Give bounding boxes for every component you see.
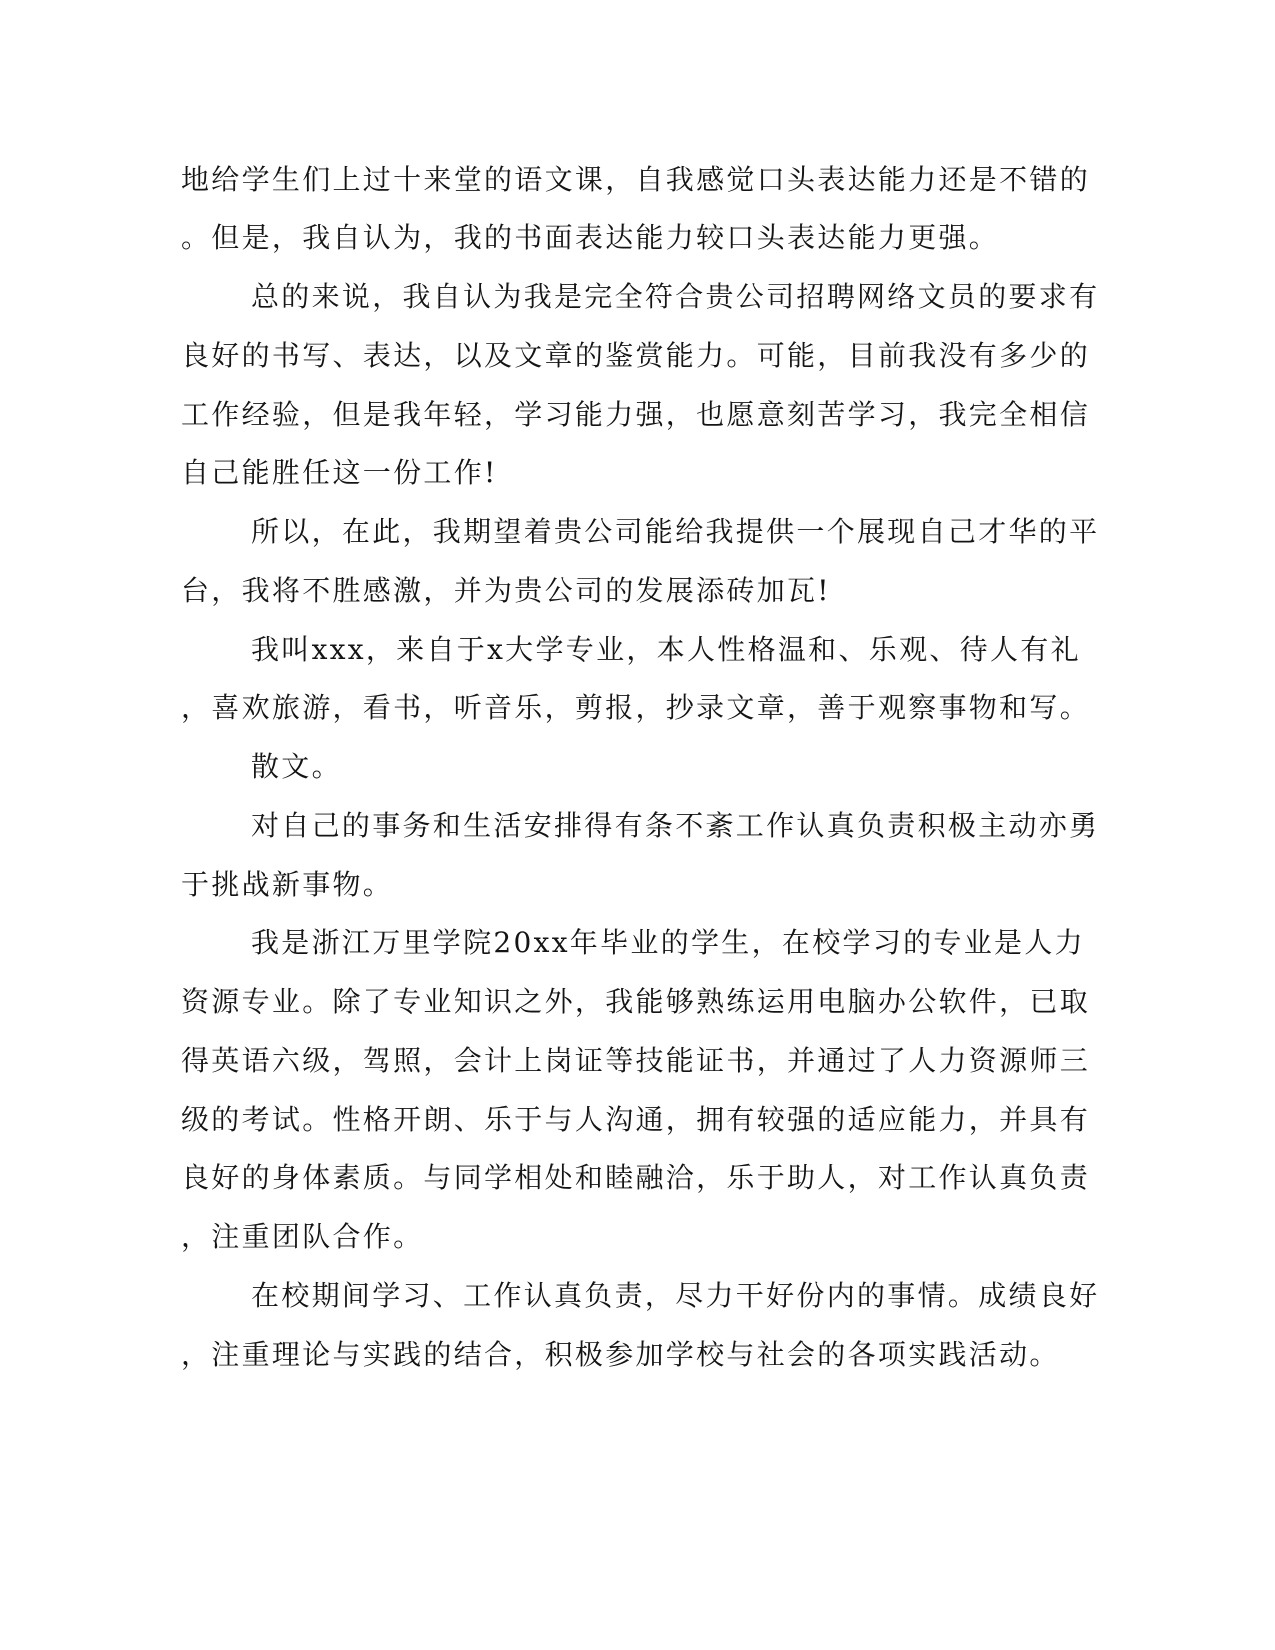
text-line: 台，我将不胜感激，并为贵公司的发展添砖加瓦! [181, 574, 831, 607]
paragraph-start-line: 在校期间学习、工作认真负责，尽力干好份内的事情。成绩良好 [251, 1279, 1100, 1312]
text-line: 。但是，我自认为，我的书面表达能力较口头表达能力更强。 [181, 221, 1000, 254]
text-line: 良好的身体素质。与同学相处和睦融洽，乐于助人，对工作认真负责 [181, 1161, 1091, 1194]
text-line: 资源专业。除了专业知识之外，我能够熟练运用电脑办公软件，已取 [181, 985, 1091, 1018]
paragraph-start-line: 对自己的事务和生活安排得有条不紊工作认真负责积极主动亦勇 [251, 809, 1100, 842]
text-line: ，注重团队合作。 [181, 1220, 424, 1253]
paragraph-start-line: 所以，在此，我期望着贵公司能给我提供一个展现自己才华的平 [251, 515, 1100, 548]
paragraph-start-line: 总的来说，我自认为我是完全符合贵公司招聘网络文员的要求有 [251, 280, 1100, 313]
text-line: ，注重理论与实践的结合，积极参加学校与社会的各项实践活动。 [181, 1338, 1060, 1371]
paragraph-start-line: 散文。 [251, 750, 342, 783]
text-line: 级的考试。性格开朗、乐于与人沟通，拥有较强的适应能力，并具有 [181, 1103, 1091, 1136]
text-line: 得英语六级，驾照，会计上岗证等技能证书，并通过了人力资源师三 [181, 1044, 1091, 1077]
paragraph-start-line: 我叫xxx，来自于x大学专业，本人性格温和、乐观、待人有礼 [251, 633, 1081, 666]
text-line: 自己能胜任这一份工作! [181, 456, 498, 489]
text-line: 地给学生们上过十来堂的语文课，自我感觉口头表达能力还是不错的 [181, 163, 1091, 196]
text-line: 良好的书写、表达，以及文章的鉴赏能力。可能，目前我没有多少的 [181, 339, 1091, 372]
text-line: ，喜欢旅游，看书，听音乐，剪报，抄录文章，善于观察事物和写。 [181, 691, 1091, 724]
text-line: 于挑战新事物。 [181, 868, 394, 901]
paragraph-start-line: 我是浙江万里学院20xx年毕业的学生，在校学习的专业是人力 [251, 926, 1085, 959]
text-line: 工作经验，但是我年轻，学习能力强，也愿意刻苦学习，我完全相信 [181, 398, 1091, 431]
